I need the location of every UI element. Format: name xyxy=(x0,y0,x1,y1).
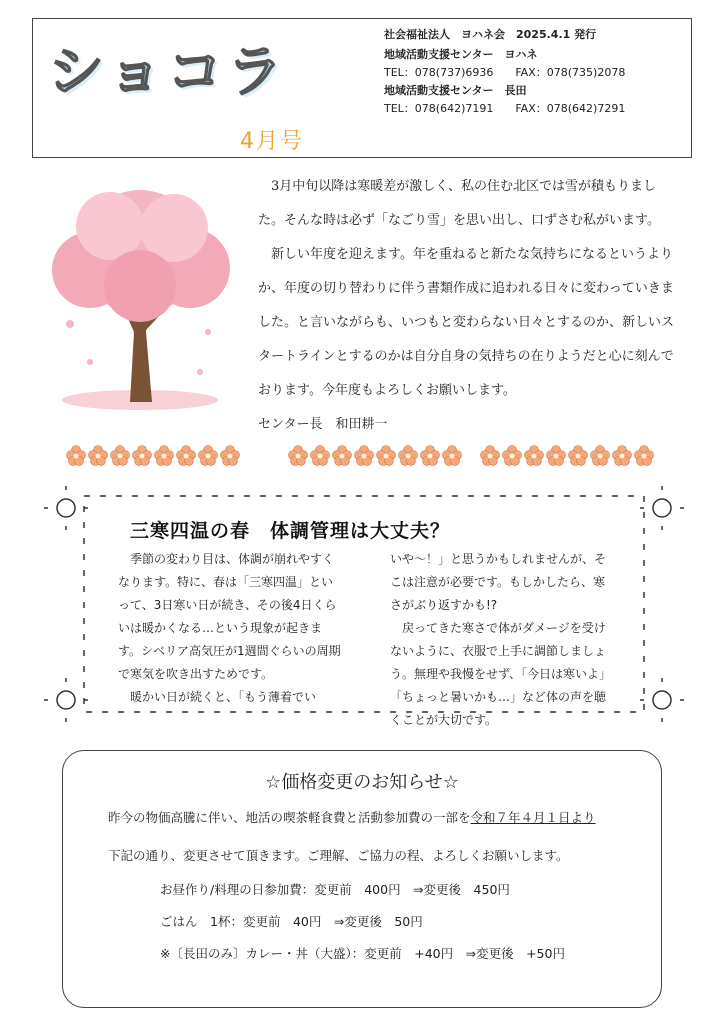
health-column-right xyxy=(390,548,616,732)
flower-icon xyxy=(110,444,130,466)
flower-icon xyxy=(398,444,418,466)
health-left-paragraph-1: 季節の変わり目は、体調が崩れやすくなります。特に、春は「三寒四温」といって、3日寒い日が続き、その後4日くらいは暖かくなる…という現象が起きます。シベリア高気圧が1週間ぐらいの周期で寒気を吹き出すためです。 xyxy=(118,552,341,681)
notice-line-1-text: 昨今の物価高騰に伴い、地活の喫茶軽食費と活動参加費の一部を xyxy=(108,810,471,825)
flower-border-right xyxy=(480,444,656,472)
health-article-title: 三寒四温の春 体調管理は大丈夫？ xyxy=(130,520,451,542)
center2-contact: TEL：078(642)7191 FAX：078(642)7291 xyxy=(384,102,626,115)
flower-icon xyxy=(354,444,374,466)
notice-line-2: 下記の通り、変更させて頂きます。ご理解、ご協力の程、よろしくお願いします。 xyxy=(108,848,569,863)
publisher-line: 社会福祉法人 ヨハネ会 2025.4.1 発行 xyxy=(384,28,597,41)
flower-icon xyxy=(220,444,240,466)
flower-icon xyxy=(442,444,462,466)
center2-name: 地域活動支援センター 長田 xyxy=(384,84,527,97)
center1-contact: TEL：078(737)6936 FAX：078(735)2078 xyxy=(384,66,626,79)
director-message xyxy=(258,170,678,442)
cherry-tree-illustration xyxy=(40,182,240,414)
flower-icon xyxy=(310,444,330,466)
message-signature: センター長 和田耕一 xyxy=(258,417,388,432)
flower-icon xyxy=(546,444,566,466)
notice-line-1 xyxy=(108,808,596,826)
flower-icon xyxy=(154,444,174,466)
flower-icon xyxy=(288,444,308,466)
price-notice-title: ☆価格変更のお知らせ☆ xyxy=(265,772,459,793)
flower-icon xyxy=(376,444,396,466)
flower-icon xyxy=(88,444,108,466)
flower-icon xyxy=(198,444,218,466)
health-left-paragraph-2: 暖かい日が続くと、「もう薄着でい xyxy=(118,690,317,704)
flower-border-left xyxy=(66,444,242,472)
flower-icon xyxy=(420,444,440,466)
flower-icon xyxy=(634,444,654,466)
message-paragraph-2: 新しい年度を迎えます。年を重ねると新たな気持ちになるというよりか、年度の切り替わりに伴う書類作成に追われる日々に変わっていきました。と言いながらも、いつもと変わらない日々とするのか、新しいスタートラインとするのかは自分自身の気持ちの在りようだと心に刻んでおります。今年度もよろしくお願いします。 xyxy=(258,247,675,398)
flower-icon xyxy=(524,444,544,466)
flower-icon xyxy=(590,444,610,466)
flower-icon xyxy=(66,444,86,466)
notice-effective-date: 令和７年４月１日より xyxy=(470,810,596,825)
price-item-3: ※〔長田のみ〕カレー・丼（大盛）：変更前 +40円 ⇒変更後 +50円 xyxy=(160,946,565,961)
message-paragraph-1: 3月中旬以降は寒暖差が激しく、私の住む北区では雪が積もりました。そんな時は必ず「なごり雪」を思い出し、口ずさむ私がいます。 xyxy=(258,179,660,228)
flower-icon xyxy=(612,444,632,466)
flower-icon xyxy=(132,444,152,466)
flower-border-middle xyxy=(288,444,464,472)
health-right-paragraph-2: 戻ってきた寒さで体がダメージを受けないように、衣服で上手に調節しましょう。無理や我慢をせず、「今日は寒いよ」「ちょっと暑いかも…」など体の声を聴くことが大切です。 xyxy=(390,621,612,727)
health-right-paragraph-1: いや〜！」と思うかもしれませんが、そこは注意が必要です。もしかしたら、寒さがぶり返すかも!? xyxy=(390,552,607,612)
price-item-1: お昼作り/料理の日参加費：変更前 400円 ⇒変更後 450円 xyxy=(160,882,510,897)
flower-icon xyxy=(332,444,352,466)
newsletter-logo: ショコラ xyxy=(48,40,287,105)
flower-icon xyxy=(502,444,522,466)
center1-name: 地域活動支援センター ヨハネ xyxy=(384,48,538,61)
health-column-left xyxy=(118,548,344,709)
issue-label: 4月号 xyxy=(240,129,304,154)
price-item-2: ごはん 1杯：変更前 40円 ⇒変更後 50円 xyxy=(160,914,423,929)
flower-icon xyxy=(480,444,500,466)
flower-icon xyxy=(176,444,196,466)
flower-icon xyxy=(568,444,588,466)
